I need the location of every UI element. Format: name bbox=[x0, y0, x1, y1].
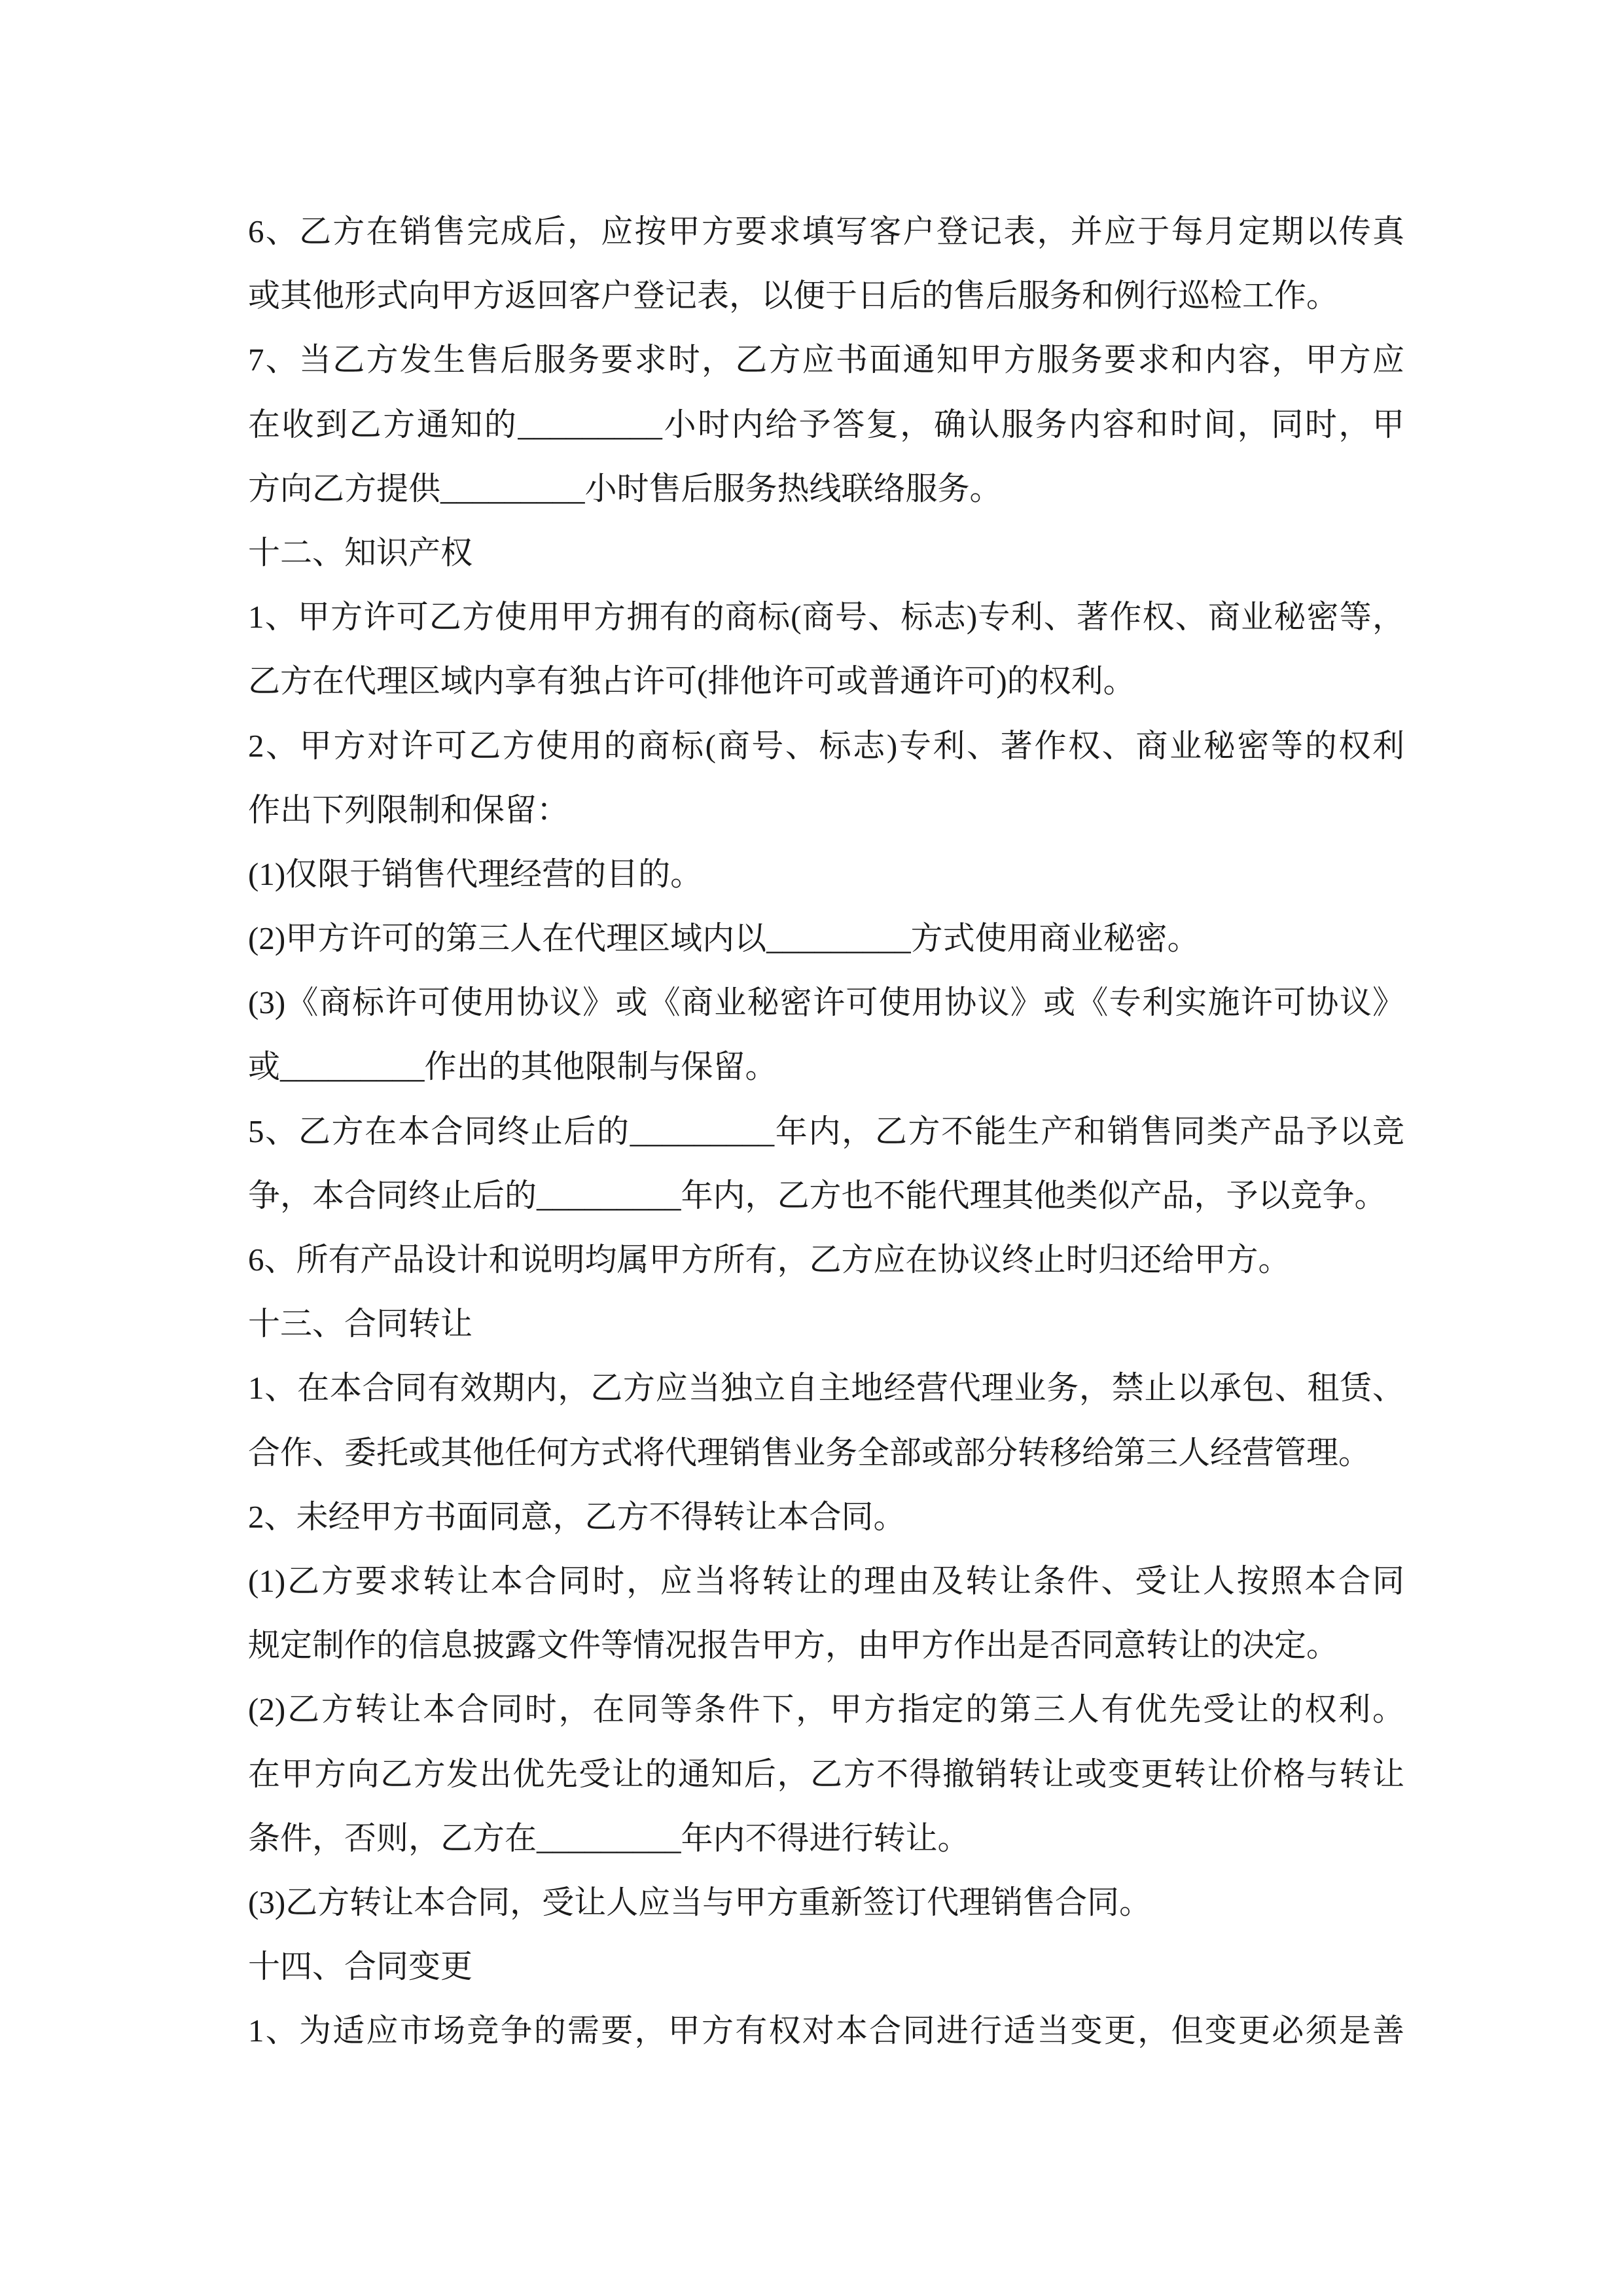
text-line: 2、甲方对许可乙方使用的商标(商号、标志)专利、著作权、商业秘密等的权利 bbox=[248, 727, 1404, 764]
text-line: (2)乙方转让本合同时，在同等条件下，甲方指定的第三人有优先受让的权利。 bbox=[248, 1691, 1404, 1728]
text-line: 在收到乙方通知的_________小时内给予答复，确认服务内容和时间，同时，甲 bbox=[248, 406, 1404, 442]
text-line: 条件，否则，乙方在_________年内不得进行转让。 bbox=[248, 1820, 970, 1856]
document-body bbox=[248, 200, 1404, 2063]
text-line: 规定制作的信息披露文件等情况报告甲方，由甲方作出是否同意转让的决定。 bbox=[248, 1627, 1339, 1664]
text-line: 方向乙方提供_________小时售后服务热线联络服务。 bbox=[248, 470, 1002, 507]
text-line: 6、所有产品设计和说明均属甲方所有，乙方应在协议终止时归还给甲方。 bbox=[248, 1242, 1291, 1278]
text-line: 1、在本合同有效期内，乙方应当独立自主地经营代理业务，禁止以承包、租赁、 bbox=[248, 1370, 1404, 1407]
section-heading: 十四、合同变更 bbox=[248, 1948, 473, 1985]
text-line: 6、乙方在销售完成后，应按甲方要求填写客户登记表，并应于每月定期以传真 bbox=[248, 213, 1404, 249]
text-line: (3)乙方转让本合同，受让人应当与甲方重新签订代理销售合同。 bbox=[248, 1884, 1152, 1920]
text-line: 或其他形式向甲方返回客户登记表，以便于日后的售后服务和例行巡检工作。 bbox=[248, 278, 1339, 314]
section-heading: 十三、合同转让 bbox=[248, 1306, 473, 1342]
text-line: (3)《商标许可使用协议》或《商业秘密许可使用协议》或《专利实施许可协议》 bbox=[248, 984, 1404, 1021]
text-line: (1)仅限于销售代理经营的目的。 bbox=[248, 855, 703, 892]
text-line: 1、为适应市场竞争的需要，甲方有权对本合同进行适当变更，但变更必须是善 bbox=[248, 2013, 1404, 2049]
text-line: 乙方在代理区域内享有独占许可(排他许可或普通许可)的权利。 bbox=[248, 663, 1135, 700]
text-line: 2、未经甲方书面同意，乙方不得转让本合同。 bbox=[248, 1498, 906, 1535]
text-line: (1)乙方要求转让本合同时，应当将转让的理由及转让条件、受让人按照本合同 bbox=[248, 1562, 1404, 1599]
text-line: 作出下列限制和保留： bbox=[248, 791, 569, 828]
text-line: 在甲方向乙方发出优先受让的通知后，乙方不得撤销转让或变更转让价格与转让 bbox=[248, 1755, 1404, 1792]
text-line: 合作、委托或其他任何方式将代理销售业务全部或部分转移给第三人经营管理。 bbox=[248, 1434, 1371, 1471]
section-heading: 十二、知识产权 bbox=[248, 534, 473, 571]
text-line: 或_________作出的其他限制与保留。 bbox=[248, 1049, 777, 1085]
text-line: 5、乙方在本合同终止后的_________年内，乙方不能生产和销售同类产品予以竞 bbox=[248, 1113, 1404, 1149]
text-line: (2)甲方许可的第三人在代理区域内以_________方式使用商业秘密。 bbox=[248, 920, 1200, 957]
text-line: 7、当乙方发生售后服务要求时，乙方应书面通知甲方服务要求和内容，甲方应 bbox=[248, 342, 1404, 378]
text-line: 1、甲方许可乙方使用甲方拥有的商标(商号、标志)专利、著作权、商业秘密等， bbox=[248, 599, 1404, 636]
text-line: 争，本合同终止后的_________年内，乙方也不能代理其他类似产品，予以竞争。 bbox=[248, 1177, 1387, 1213]
